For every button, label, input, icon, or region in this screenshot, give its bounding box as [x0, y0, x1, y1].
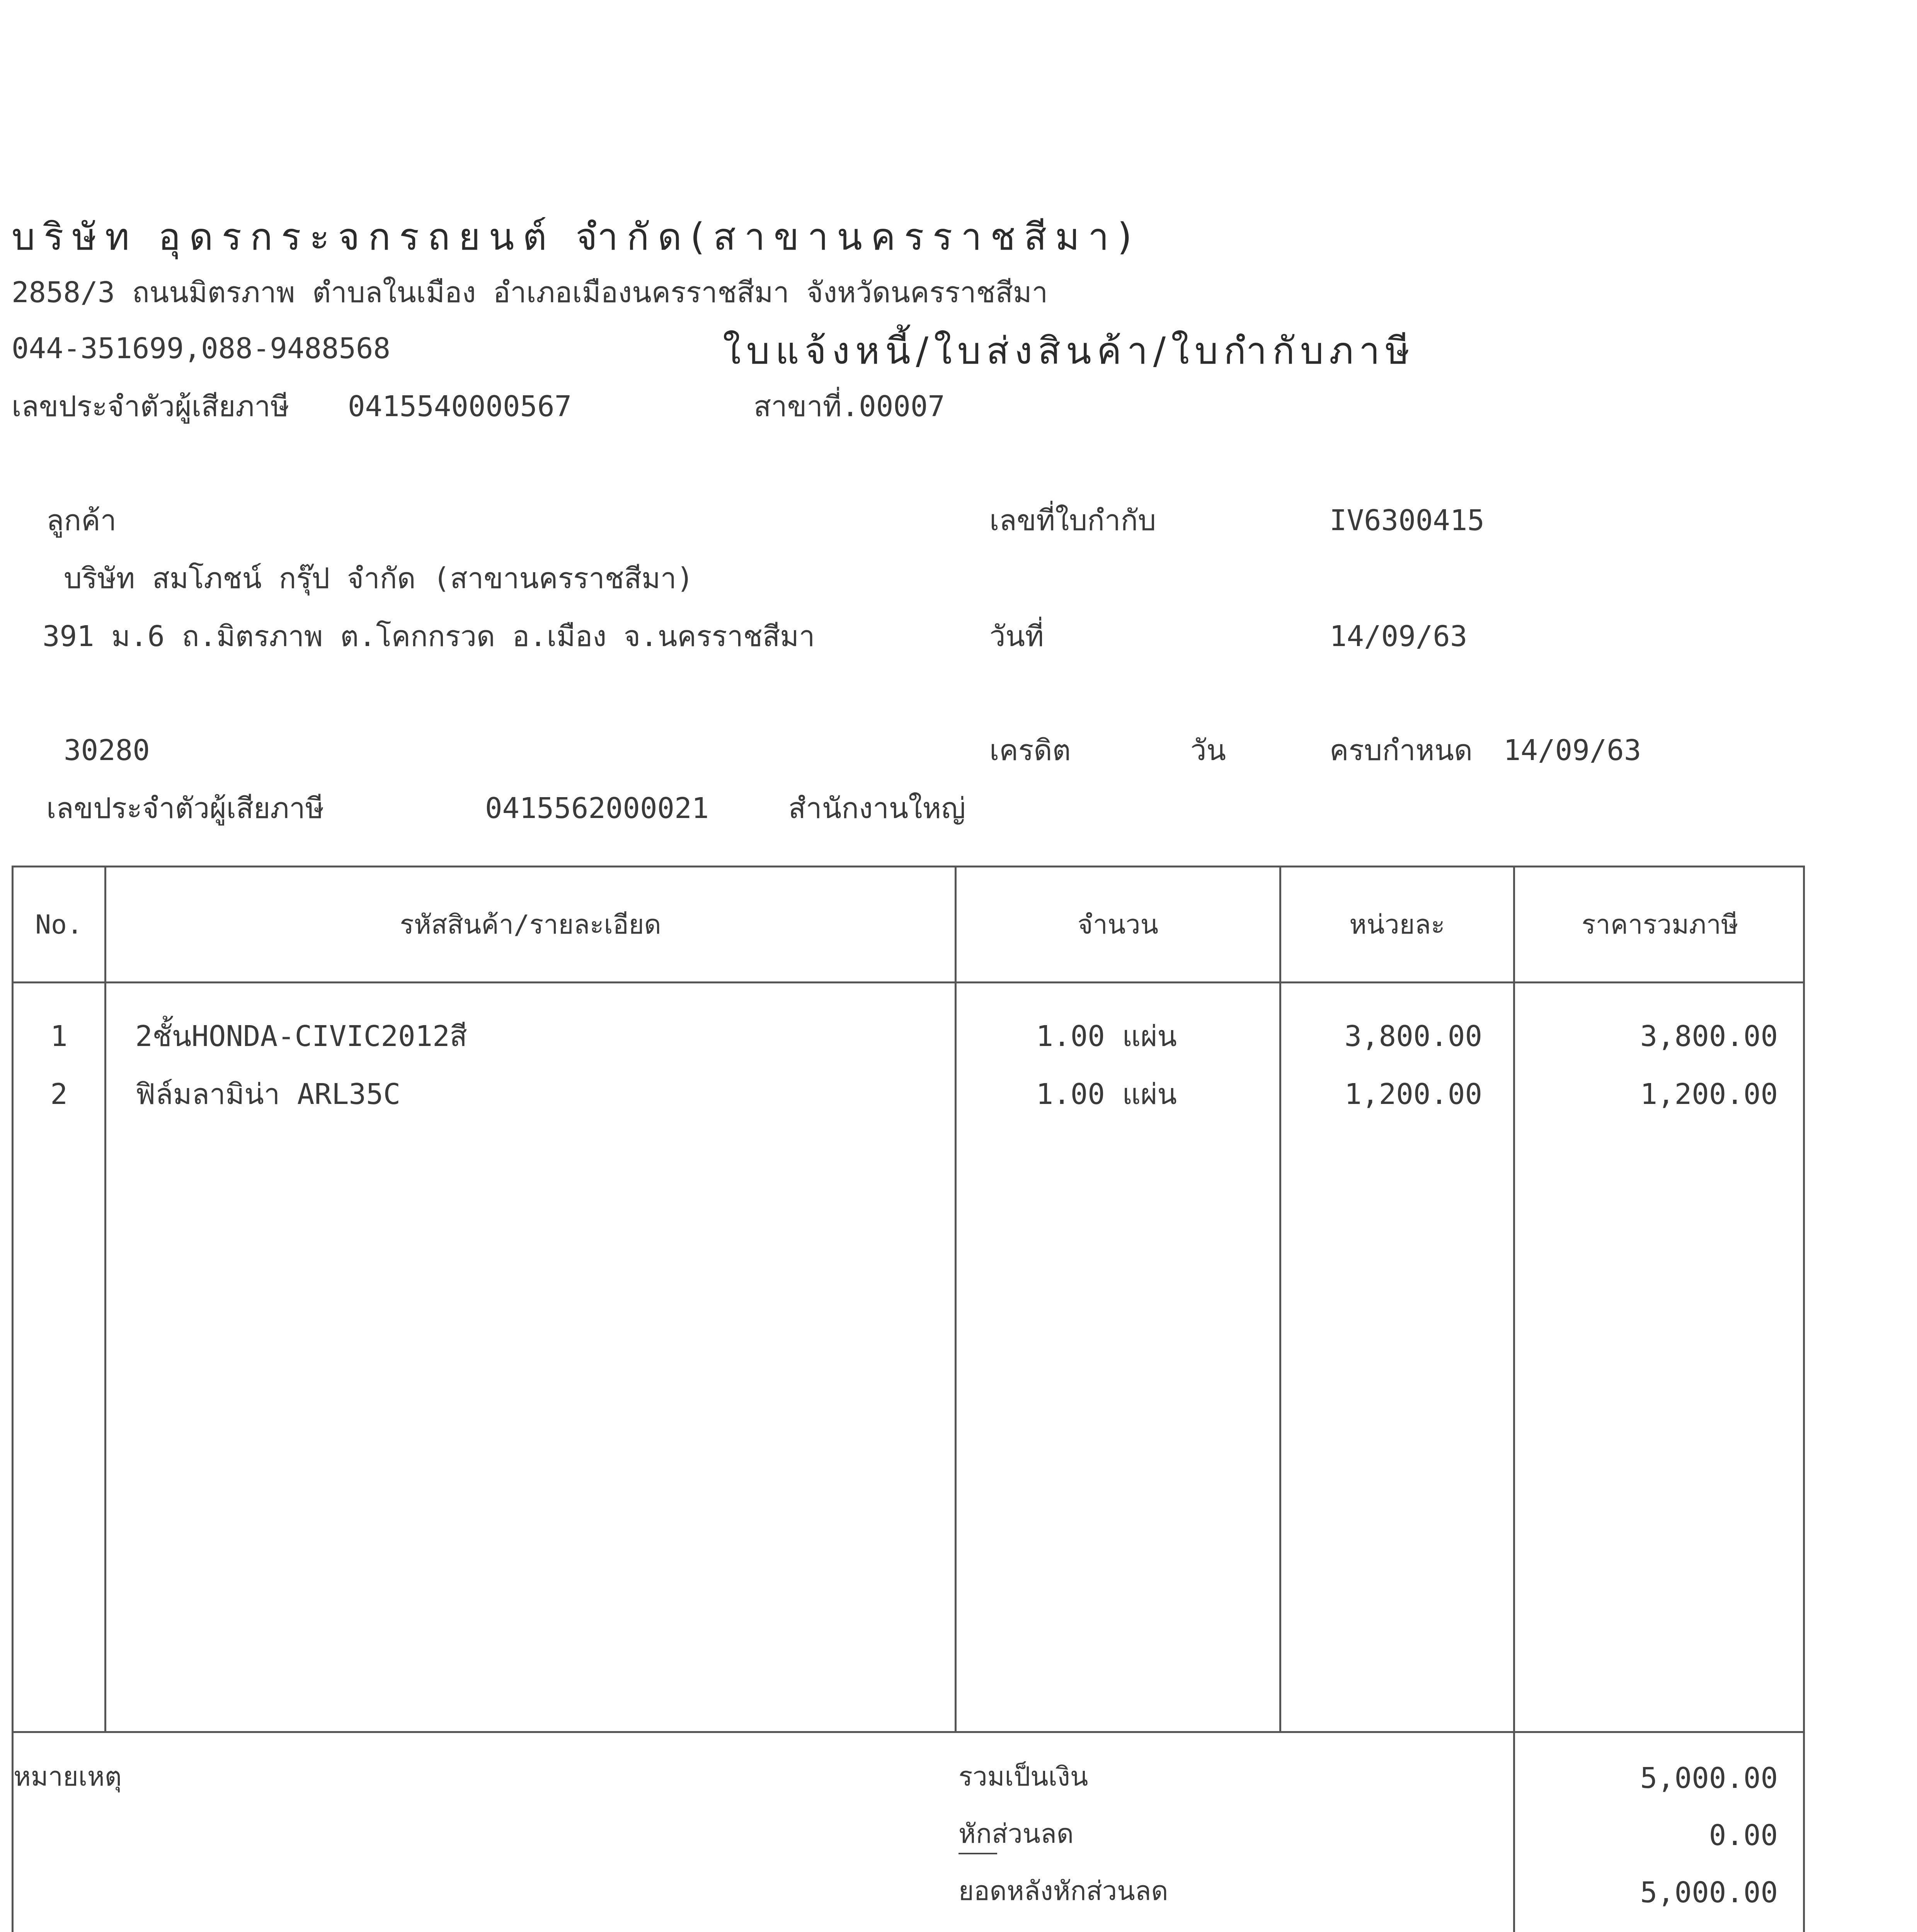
summary-after-discount-label: ยอดหลังหักส่วนลด — [958, 1876, 1168, 1906]
customer-tax-id-label: เลขประจำตัวผู้เสียภาษี — [46, 792, 324, 825]
row-unit-price: 3,800.00 — [1344, 1020, 1482, 1053]
document-title: ใบแจ้งหนี้/ใบส่งสินค้า/ใบกำกับภาษี — [723, 329, 1415, 372]
row-quantity: 1.00 แผ่น — [1036, 1020, 1177, 1053]
header-total: ราคารวมภาษี — [1582, 910, 1738, 940]
row-unit-price: 1,200.00 — [1344, 1078, 1482, 1111]
summary-discount-label: หักส่วนลด — [958, 1819, 1074, 1849]
company-tax-id-label: เลขประจำตัวผู้เสียภาษี — [12, 390, 289, 423]
customer-tax-id: 0415562000021 — [485, 792, 709, 825]
table-bottom-rule — [12, 1731, 1805, 1733]
row-total: 3,800.00 — [1640, 1020, 1778, 1053]
row-quantity: 1.00 แผ่น — [1036, 1078, 1177, 1111]
due-date: 14/09/63 — [1503, 734, 1641, 767]
col-divider-qty — [1279, 866, 1281, 1731]
summary-discount-value: 0.00 — [1709, 1819, 1778, 1852]
due-label: ครบกำหนด — [1330, 734, 1473, 767]
company-phone: 044-351699,088-9488568 — [12, 332, 391, 365]
row-no: 2 — [50, 1078, 68, 1111]
company-address: 2858/3 ถนนมิตรภาพ ตำบลในเมือง อำเภอเมืองนครราชสีมา จังหวัดนครราชสีมา — [12, 276, 1048, 309]
row-no: 1 — [50, 1020, 68, 1053]
header-quantity: จำนวน — [1077, 910, 1159, 940]
customer-address: 391 ม.6 ถ.มิตรภาพ ต.โคกกรวด อ.เมือง จ.นครราชสีมา — [43, 620, 815, 653]
summary-after-discount-value: 5,000.00 — [1640, 1876, 1778, 1909]
invoice-number: IV6300415 — [1330, 504, 1485, 537]
header-unit-price: หน่วยละ — [1349, 910, 1445, 940]
table-header-rule — [12, 981, 1805, 983]
summary-subtotal-label: รวมเป็นเงิน — [958, 1762, 1088, 1792]
row-total: 1,200.00 — [1640, 1078, 1778, 1111]
invoice-date-label: วันที่ — [989, 620, 1044, 653]
invoice-date: 14/09/63 — [1330, 620, 1468, 653]
header-no: No. — [35, 910, 83, 940]
col-divider-desc — [955, 866, 957, 1731]
credit-day-label: วัน — [1190, 734, 1226, 767]
remark-label: หมายเหตุ — [14, 1762, 122, 1792]
credit-label: เครดิต — [989, 734, 1071, 767]
customer-branch: สำนักงานใหญ่ — [788, 792, 966, 825]
customer-name: บริษัท สมโภชน์ กรุ๊ป จำกัด (สาขานครราชสีมา) — [64, 562, 694, 595]
col-divider-no — [104, 866, 106, 1731]
invoice-number-label: เลขที่ใบกำกับ — [989, 504, 1156, 537]
company-tax-id: 0415540000567 — [348, 390, 572, 423]
row-description: 2ชั้นHONDA-CIVIC2012สี — [135, 1020, 467, 1053]
row-description: ฟิล์มลามิน่า ARL35C — [135, 1078, 401, 1111]
header-description: รหัสสินค้า/รายละเอียด — [400, 910, 661, 940]
customer-postcode: 30280 — [64, 734, 150, 767]
customer-label: ลูกค้า — [46, 504, 117, 537]
company-branch: สาขาที่.00007 — [754, 390, 945, 423]
company-name: บริษัท อุดรกระจกรถยนต์ จำกัด(สาขานครราชสีมา) — [12, 215, 1141, 259]
discount-underline — [958, 1853, 997, 1854]
summary-subtotal-value: 5,000.00 — [1640, 1762, 1778, 1795]
